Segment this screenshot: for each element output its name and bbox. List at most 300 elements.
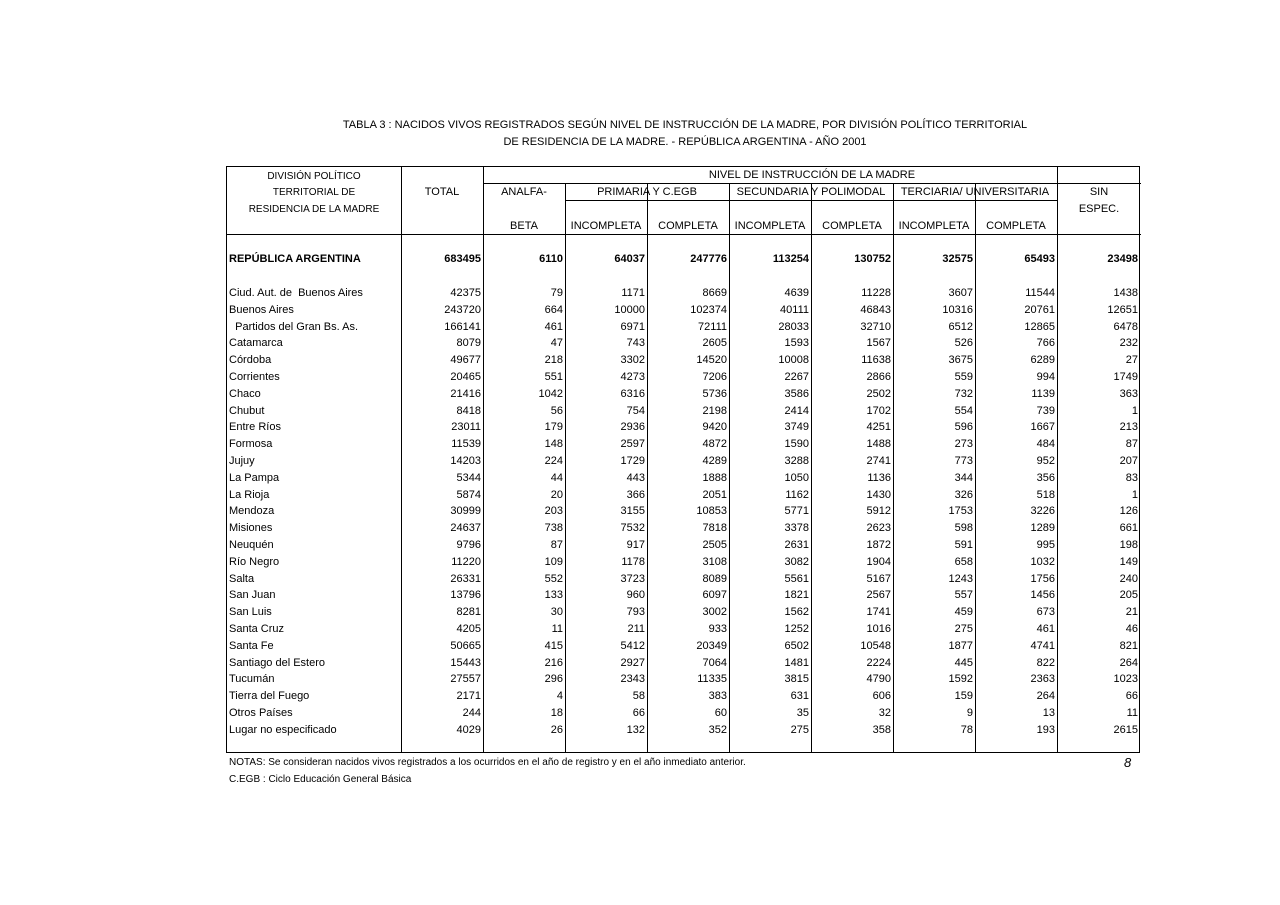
cell-primaria-completa: 247776 (690, 253, 727, 265)
table-row (227, 319, 1141, 336)
cell-primaria-completa: 2198 (702, 404, 727, 417)
cell-terciaria-completa: 4741 (1030, 639, 1055, 652)
cell-total: 30999 (450, 505, 481, 518)
header-sin: SIN (1089, 186, 1109, 198)
cell-terciaria-completa: 11544 (1025, 287, 1055, 299)
cell-terciaria-incompleta: 78 (960, 723, 973, 736)
cell-analfabeta: 179 (544, 421, 563, 434)
table-row (227, 554, 1141, 571)
cell-secundaria-incompleta: 1593 (784, 337, 809, 350)
cell-analfabeta: 216 (544, 656, 563, 669)
cell-total: 27557 (450, 673, 481, 686)
cell-analfabeta: 218 (544, 354, 563, 367)
cell-secundaria-incompleta: 3586 (784, 387, 809, 400)
cell-total: 24637 (450, 522, 481, 535)
cell-terciaria-incompleta: 445 (954, 656, 973, 669)
table-row (227, 470, 1141, 487)
cell-primaria-completa: 933 (708, 623, 727, 635)
cell-secundaria-incompleta: 35 (796, 707, 809, 719)
cell-secundaria-completa: 4251 (866, 421, 891, 434)
cell-primaria-incompleta: 58 (632, 690, 645, 703)
row-name: Santa Cruz (229, 623, 285, 635)
cell-secundaria-completa: 32710 (860, 320, 891, 333)
notes-line-1: NOTAS: Se consideran nacidos vivos registrados a los ocurridos en el año de registro y en el año inmediato anterior. (229, 757, 746, 768)
header-divider (565, 200, 1057, 201)
cell-secundaria-incompleta: 5771 (784, 505, 809, 518)
cell-primaria-completa: 4289 (702, 455, 727, 467)
cell-primaria-incompleta: 743 (626, 337, 645, 350)
row-name: Corrientes (229, 371, 280, 383)
cell-terciaria-completa: 739 (1036, 404, 1055, 417)
cell-primaria-incompleta: 132 (626, 723, 645, 736)
cell-primaria-completa: 5736 (702, 387, 727, 400)
cell-terciaria-completa: 12865 (1024, 320, 1055, 333)
row-name: Otros Países (229, 707, 293, 719)
cell-secundaria-incompleta: 2631 (784, 539, 809, 551)
table-row (227, 386, 1141, 403)
table-title-line-1: TABLA 3 : NACIDOS VIVOS REGISTRADOS SEGÚN NIVEL DE INSTRUCCIÓN DE LA MADRE, POR DIVISIÓN POLÍTICO TERRITORIAL (342, 119, 1028, 131)
row-name: Buenos Aires (229, 303, 294, 316)
cell-terciaria-incompleta: 526 (954, 337, 973, 350)
table-row (227, 722, 1141, 739)
cell-primaria-incompleta: 754 (626, 404, 645, 417)
cell-primaria-completa: 14520 (696, 354, 727, 367)
cell-secundaria-completa: 1136 (867, 471, 891, 484)
row-name: San Juan (229, 589, 276, 602)
cell-terciaria-completa: 1032 (1030, 555, 1055, 568)
cell-primaria-incompleta: 2936 (620, 421, 645, 434)
cell-primaria-incompleta: 7532 (620, 522, 645, 535)
cell-analfabeta: 20 (550, 488, 563, 501)
cell-primaria-completa: 102374 (690, 303, 727, 316)
cell-secundaria-completa: 2866 (866, 371, 891, 383)
cell-primaria-incompleta: 793 (626, 606, 645, 619)
cell-primaria-completa: 383 (708, 690, 727, 703)
cell-primaria-completa: 72111 (698, 320, 727, 333)
table-row (227, 335, 1141, 352)
cell-terciaria-completa: 20761 (1024, 303, 1055, 316)
cell-sin-especificar: 1 (1131, 488, 1138, 501)
cell-sin-especificar: 11 (1126, 707, 1138, 719)
cell-terciaria-completa: 1456 (1030, 589, 1055, 602)
cell-terciaria-incompleta: 559 (954, 371, 973, 383)
cell-secundaria-incompleta: 1252 (784, 623, 809, 635)
cell-secundaria-incompleta: 3288 (784, 455, 809, 467)
cell-total: 11220 (451, 555, 481, 568)
cell-analfabeta: 133 (544, 589, 563, 602)
cell-secundaria-incompleta: 1562 (784, 606, 809, 619)
table-row (227, 352, 1141, 369)
cell-secundaria-completa: 2741 (866, 455, 891, 467)
cell-terciaria-incompleta: 598 (954, 522, 973, 535)
table-row (227, 503, 1141, 520)
row-name: Partidos del Gran Bs. As. (229, 320, 359, 333)
cell-sin-especificar: 6478 (1113, 320, 1138, 333)
cell-terciaria-completa: 193 (1036, 723, 1055, 736)
cell-terciaria-incompleta: 591 (954, 539, 973, 551)
cell-total: 23011 (451, 421, 481, 434)
table-row (227, 453, 1141, 470)
table-row (227, 587, 1141, 604)
cell-total: 4205 (456, 623, 481, 635)
cell-total: 8281 (456, 606, 481, 619)
cell-terciaria-incompleta: 459 (954, 606, 973, 619)
cell-secundaria-completa: 10548 (860, 639, 891, 652)
row-name: Santa Fe (229, 639, 274, 652)
cell-primaria-incompleta: 2927 (620, 656, 645, 669)
header-primaria: PRIMARIA Y C.EGB (597, 186, 697, 198)
cell-secundaria-completa: 11228 (861, 287, 891, 299)
row-name: San Luis (229, 606, 272, 619)
cell-secundaria-completa: 11638 (861, 354, 891, 367)
row-name: Catamarca (229, 337, 283, 350)
cell-analfabeta: 738 (544, 522, 563, 535)
cell-primaria-incompleta: 6971 (620, 320, 645, 333)
cell-sin-especificar: 207 (1119, 455, 1138, 467)
cell-terciaria-incompleta: 1243 (948, 572, 973, 585)
cell-analfabeta: 87 (550, 539, 563, 551)
cell-analfabeta: 18 (550, 707, 563, 719)
cell-total: 4029 (456, 723, 481, 736)
cell-primaria-incompleta: 5412 (620, 639, 645, 652)
header-division-line2: TERRITORIAL DE (272, 187, 356, 198)
cell-secundaria-completa: 1904 (866, 555, 891, 568)
cell-analfabeta: 148 (544, 438, 563, 451)
cell-terciaria-completa: 1667 (1030, 421, 1055, 434)
cell-analfabeta: 26 (550, 723, 563, 736)
cell-sin-especificar: 23498 (1107, 253, 1138, 265)
cell-secundaria-incompleta: 113254 (772, 253, 809, 265)
row-name: Misiones (229, 522, 273, 535)
cell-sin-especificar: 1749 (1113, 371, 1138, 383)
cell-total: 14203 (450, 455, 481, 467)
cell-secundaria-completa: 2567 (866, 589, 891, 602)
cell-primaria-completa: 60 (714, 707, 727, 719)
table-row (227, 537, 1141, 554)
cell-sin-especificar: 83 (1125, 471, 1138, 484)
cell-secundaria-incompleta: 3378 (784, 522, 809, 535)
cell-total: 5874 (456, 488, 481, 501)
row-name: Santiago del Estero (229, 656, 326, 669)
header-divider (483, 183, 1141, 184)
cell-total: 244 (462, 707, 481, 719)
cell-secundaria-incompleta: 1162 (785, 488, 809, 501)
cell-primaria-completa: 352 (708, 723, 727, 736)
cell-secundaria-completa: 1567 (866, 337, 891, 350)
table-row (227, 419, 1141, 436)
table-row (227, 487, 1141, 504)
cell-secundaria-incompleta: 631 (790, 690, 809, 703)
cell-sin-especificar: 46 (1125, 623, 1138, 635)
cell-terciaria-completa: 461 (1036, 623, 1055, 635)
cell-terciaria-completa: 822 (1036, 656, 1055, 669)
cell-secundaria-incompleta: 2267 (784, 371, 809, 383)
cell-sin-especificar: 87 (1125, 438, 1138, 451)
cell-secundaria-completa: 1741 (866, 606, 891, 619)
cell-terciaria-completa: 264 (1036, 690, 1055, 703)
row-name: REPÚBLICA ARGENTINA (229, 253, 361, 265)
table-row (227, 671, 1141, 688)
cell-terciaria-completa: 2363 (1030, 673, 1055, 686)
cell-secundaria-incompleta: 2414 (784, 404, 809, 417)
cell-sin-especificar: 27 (1125, 354, 1138, 367)
cell-analfabeta: 552 (544, 572, 563, 585)
cell-primaria-incompleta: 64037 (614, 253, 645, 265)
cell-terciaria-incompleta: 344 (954, 471, 973, 484)
cell-analfabeta: 79 (550, 287, 563, 299)
table-row (227, 520, 1141, 537)
table-row (227, 705, 1141, 722)
cell-total: 11539 (451, 438, 481, 451)
cell-terciaria-completa: 1756 (1030, 572, 1055, 585)
cell-primaria-completa: 7818 (702, 522, 727, 535)
cell-terciaria-incompleta: 32575 (942, 253, 973, 265)
header-espec: ESPEC. (1078, 203, 1120, 215)
cell-terciaria-incompleta: 3607 (948, 287, 973, 299)
cell-secundaria-incompleta: 3082 (784, 555, 809, 568)
cell-primaria-completa: 8089 (702, 572, 727, 585)
cell-primaria-completa: 7206 (702, 371, 727, 383)
cell-sin-especificar: 821 (1119, 639, 1138, 652)
cell-analfabeta: 1042 (538, 387, 563, 400)
cell-terciaria-incompleta: 1753 (948, 505, 973, 518)
cell-sin-especificar: 240 (1119, 572, 1138, 585)
cell-secundaria-completa: 4790 (866, 673, 891, 686)
cell-terciaria-incompleta: 732 (954, 387, 973, 400)
cell-terciaria-incompleta: 773 (954, 455, 973, 467)
cell-analfabeta: 664 (544, 303, 563, 316)
cell-total: 243720 (444, 303, 481, 316)
cell-primaria-completa: 7064 (702, 656, 727, 669)
table-row (227, 369, 1141, 386)
cell-terciaria-incompleta: 326 (954, 488, 973, 501)
cell-primaria-completa: 11335 (697, 673, 727, 686)
cell-terciaria-completa: 3226 (1030, 505, 1055, 518)
cell-primaria-incompleta: 2343 (620, 673, 645, 686)
cell-total: 8079 (456, 337, 481, 350)
page-number: 8 (1124, 755, 1132, 770)
cell-terciaria-incompleta: 1592 (948, 673, 973, 686)
header-analfa: ANALFA- (501, 186, 547, 198)
row-name: Formosa (229, 438, 273, 451)
cell-terciaria-completa: 13 (1042, 707, 1055, 719)
cell-sin-especificar: 661 (1119, 522, 1138, 535)
header-secundaria-incompleta: INCOMPLETA (734, 220, 806, 232)
cell-primaria-incompleta: 3155 (620, 505, 645, 518)
cell-terciaria-completa: 356 (1036, 471, 1055, 484)
cell-terciaria-completa: 65493 (1024, 253, 1055, 265)
cell-terciaria-completa: 1289 (1030, 522, 1055, 535)
cell-secundaria-incompleta: 28033 (778, 320, 809, 333)
cell-sin-especificar: 232 (1119, 337, 1138, 350)
row-name: La Rioja (229, 488, 270, 501)
cell-terciaria-incompleta: 9 (966, 707, 973, 719)
header-total: TOTAL (424, 186, 460, 198)
cell-primaria-incompleta: 211 (627, 623, 645, 635)
table-row (227, 571, 1141, 588)
cell-analfabeta: 224 (544, 455, 563, 467)
table-row (227, 604, 1141, 621)
header-bottom-divider (227, 234, 1141, 235)
cell-sin-especificar: 149 (1119, 555, 1138, 568)
cell-secundaria-completa: 1488 (866, 438, 891, 451)
cell-terciaria-incompleta: 159 (954, 690, 973, 703)
cell-sin-especificar: 264 (1119, 656, 1138, 669)
cell-secundaria-incompleta: 275 (790, 723, 809, 736)
table-row (227, 436, 1141, 453)
cell-primaria-incompleta: 3302 (620, 354, 645, 367)
cell-terciaria-incompleta: 554 (954, 404, 973, 417)
cell-primaria-incompleta: 2597 (620, 438, 645, 451)
cell-terciaria-incompleta: 3675 (948, 354, 973, 367)
cell-total: 26331 (450, 572, 481, 585)
cell-primaria-incompleta: 960 (626, 589, 645, 602)
table-row-national (227, 251, 1141, 268)
cell-primaria-incompleta: 443 (626, 471, 645, 484)
table-row (227, 655, 1141, 672)
row-name: Salta (229, 572, 255, 585)
cell-secundaria-incompleta: 1821 (784, 589, 809, 602)
cell-total: 20465 (450, 371, 481, 383)
cell-primaria-completa: 10853 (696, 505, 727, 518)
row-name: Neuquén (229, 539, 274, 551)
cell-primaria-completa: 20349 (696, 639, 727, 652)
cell-total: 5344 (456, 471, 481, 484)
notes-line-2: C.EGB : Ciclo Educación General Básica (229, 774, 412, 785)
cell-terciaria-completa: 994 (1036, 371, 1055, 383)
cell-primaria-incompleta: 1729 (620, 455, 645, 467)
cell-total: 166141 (444, 320, 481, 333)
row-name: Ciud. Aut. de Buenos Aires (229, 287, 363, 299)
cell-secundaria-incompleta: 3749 (784, 421, 809, 434)
cell-primaria-completa: 2051 (702, 488, 727, 501)
cell-secundaria-incompleta: 6502 (784, 639, 809, 652)
cell-sin-especificar: 126 (1119, 505, 1138, 518)
cell-analfabeta: 44 (550, 471, 563, 484)
header-terciaria-incompleta: INCOMPLETA (898, 220, 970, 232)
cell-sin-especificar: 363 (1119, 387, 1138, 400)
row-name: Chaco (229, 387, 261, 400)
cell-total: 13796 (450, 589, 481, 602)
cell-primaria-incompleta: 3723 (620, 572, 645, 585)
cell-terciaria-completa: 952 (1036, 455, 1055, 467)
cell-secundaria-completa: 32 (878, 707, 891, 719)
header-terciaria-completa: COMPLETA (986, 220, 1046, 232)
header-secundaria: SECUNDARIA Y POLIMODAL (736, 186, 886, 198)
cell-secundaria-completa: 606 (872, 690, 891, 703)
cell-terciaria-completa: 766 (1036, 337, 1055, 350)
cell-terciaria-completa: 673 (1036, 606, 1055, 619)
cell-secundaria-completa: 1430 (866, 488, 891, 501)
cell-analfabeta: 30 (550, 606, 563, 619)
cell-terciaria-incompleta: 273 (954, 438, 973, 451)
cell-secundaria-completa: 5167 (866, 572, 891, 585)
cell-secundaria-incompleta: 10008 (778, 354, 809, 367)
cell-primaria-completa: 3002 (702, 606, 727, 619)
cell-primaria-incompleta: 4273 (620, 371, 645, 383)
cell-primaria-incompleta: 1178 (621, 555, 645, 568)
cell-total: 9796 (456, 539, 481, 551)
cell-primaria-completa: 3108 (702, 555, 727, 568)
table-row (227, 621, 1141, 638)
cell-analfabeta: 296 (544, 673, 563, 686)
cell-primaria-completa: 2505 (702, 539, 727, 551)
cell-total: 15443 (450, 656, 481, 669)
row-name: Río Negro (229, 555, 280, 568)
cell-sin-especificar: 1 (1131, 404, 1138, 417)
cell-secundaria-incompleta: 3815 (784, 673, 809, 686)
cell-sin-especificar: 1023 (1113, 673, 1138, 686)
cell-sin-especificar: 1438 (1113, 287, 1138, 299)
header-nivel: NIVEL DE INSTRUCCIÓN DE LA MADRE (708, 169, 916, 181)
cell-primaria-incompleta: 6316 (620, 387, 645, 400)
row-name: Lugar no especificado (229, 723, 337, 736)
cell-analfabeta: 11 (551, 623, 563, 635)
table-row (227, 688, 1141, 705)
row-name: Tucumán (229, 673, 275, 686)
cell-secundaria-completa: 130752 (854, 253, 891, 265)
cell-secundaria-incompleta: 5561 (784, 572, 809, 585)
cell-total: 8418 (456, 404, 481, 417)
cell-terciaria-incompleta: 10316 (942, 303, 973, 316)
cell-terciaria-incompleta: 658 (954, 555, 973, 568)
cell-terciaria-incompleta: 596 (954, 421, 973, 434)
row-name: La Pampa (229, 471, 280, 484)
header-division-line3: RESIDENCIA DE LA MADRE (248, 204, 380, 215)
data-table (226, 166, 1140, 753)
cell-secundaria-completa: 2623 (866, 522, 891, 535)
cell-secundaria-incompleta: 40111 (780, 303, 809, 316)
cell-total: 42375 (450, 287, 481, 299)
cell-sin-especificar: 198 (1119, 539, 1138, 551)
cell-terciaria-completa: 518 (1036, 488, 1055, 501)
cell-sin-especificar: 2615 (1113, 723, 1138, 736)
cell-primaria-completa: 9420 (702, 421, 727, 434)
row-name: Mendoza (229, 505, 275, 518)
table-row (227, 302, 1141, 319)
cell-total: 683495 (444, 253, 481, 265)
row-name: Entre Ríos (229, 421, 281, 434)
header-division-line1: DIVISIÓN POLÍTICO (267, 171, 361, 182)
cell-secundaria-completa: 1702 (866, 404, 891, 417)
cell-secundaria-incompleta: 1590 (784, 438, 809, 451)
cell-analfabeta: 4 (556, 690, 563, 703)
cell-primaria-completa: 1888 (702, 471, 727, 484)
cell-terciaria-completa: 995 (1036, 539, 1055, 551)
cell-primaria-completa: 2605 (702, 337, 727, 350)
cell-primaria-completa: 4872 (702, 438, 727, 451)
cell-terciaria-completa: 1139 (1031, 387, 1055, 400)
cell-analfabeta: 6110 (539, 253, 563, 265)
cell-secundaria-completa: 2224 (866, 656, 891, 669)
cell-primaria-completa: 8669 (702, 287, 727, 299)
header-beta: BETA (510, 220, 538, 232)
cell-analfabeta: 415 (544, 639, 563, 652)
cell-secundaria-completa: 5912 (866, 505, 891, 518)
cell-terciaria-incompleta: 275 (954, 623, 973, 635)
cell-primaria-incompleta: 366 (626, 488, 645, 501)
cell-sin-especificar: 66 (1125, 690, 1138, 703)
cell-primaria-incompleta: 66 (632, 707, 645, 719)
cell-terciaria-incompleta: 6512 (948, 320, 973, 333)
cell-analfabeta: 109 (544, 555, 563, 568)
cell-terciaria-completa: 6289 (1030, 354, 1055, 367)
row-name: Chubut (229, 404, 265, 417)
cell-secundaria-completa: 2502 (866, 387, 891, 400)
table-row (227, 403, 1141, 420)
table-row (227, 638, 1141, 655)
cell-secundaria-incompleta: 1050 (784, 471, 809, 484)
